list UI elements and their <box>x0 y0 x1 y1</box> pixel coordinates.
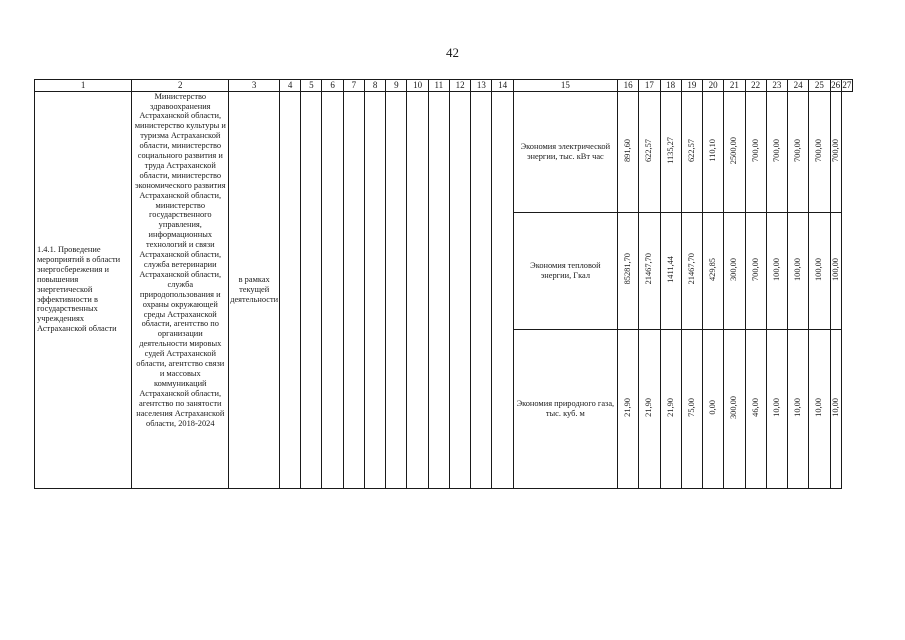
column-header: 7 <box>343 80 364 92</box>
indicator-value: 622,57 <box>686 138 696 162</box>
indicator-row-electricity <box>35 91 853 212</box>
empty-cell <box>386 91 407 488</box>
column-header: 23 <box>766 80 787 92</box>
indicator-value: 2500,00 <box>729 136 739 164</box>
value-cell <box>703 91 724 212</box>
column-header: 20 <box>703 80 724 92</box>
empty-cell <box>471 91 492 488</box>
indicator-value: 100,00 <box>830 257 840 281</box>
indicator-value: 429,85 <box>708 257 718 281</box>
column-header: 10 <box>407 80 428 92</box>
column-header: 9 <box>386 80 407 92</box>
indicator-value: 10,00 <box>814 397 824 417</box>
value-cell <box>809 212 830 329</box>
indicator-value: 300,00 <box>729 395 739 419</box>
value-cell <box>830 212 841 329</box>
value-cell <box>618 91 639 212</box>
executors-cell: Министерство здравоохранения Астраханской области, министерство культуры и туризма Астраханской области, министерство социального развития и труда Астраханской области, министерство экономического развития Астраханской области, министерство государственного управления, информационных технологий и связи Астраханской области, служба ветеринарии Астраханской области, служба природопользования и охраны окружающей среды Астраханской области, агентство по организации деятельности мировых судей Астраханской области, агентство связи и массовых коммуникаций Астраханской области, агентство по занятости населения Астраханской области, 2018-2024 <box>132 91 229 488</box>
value-cell <box>681 329 702 488</box>
indicator-value: 10,00 <box>830 397 840 417</box>
empty-cell <box>301 91 322 488</box>
column-header: 15 <box>513 80 617 92</box>
value-cell <box>830 91 841 212</box>
value-cell <box>766 329 787 488</box>
value-cell <box>660 212 681 329</box>
indicator-value: 700,00 <box>750 138 760 162</box>
indicator-value: 21467,70 <box>686 253 696 285</box>
value-cell <box>745 212 766 329</box>
empty-cell <box>449 91 470 488</box>
column-header: 27 <box>842 80 852 90</box>
column-header: 4 <box>279 80 300 92</box>
indicator-value: 21,90 <box>665 397 675 417</box>
activity-cell: 1.4.1. Проведение мероприятий в области энергосбережения и повышения энергетической эффективности в государственных учреждениях Астраханской области <box>35 91 132 488</box>
value-cell <box>724 329 745 488</box>
column-header: 18 <box>660 80 681 92</box>
value-cell <box>788 91 809 212</box>
indicator-value: 10,00 <box>771 397 781 417</box>
column-header: 5 <box>301 80 322 92</box>
empty-cell <box>364 91 385 488</box>
indicator-value: 1411,44 <box>665 255 675 283</box>
value-cell <box>639 212 660 329</box>
value-cell <box>681 212 702 329</box>
value-cell <box>788 212 809 329</box>
indicator-value: 700,00 <box>771 138 781 162</box>
indicator-value: 622,57 <box>644 138 654 162</box>
value-cell <box>830 329 841 488</box>
indicator-value: 700,00 <box>814 138 824 162</box>
indicator-value: 300,00 <box>729 257 739 281</box>
indicator-value: 0,00 <box>708 399 718 415</box>
column-header: 13 <box>471 80 492 92</box>
page-number: 42 <box>446 45 459 60</box>
indicator-value: 10,00 <box>793 397 803 417</box>
value-cell <box>809 91 830 212</box>
column-header: 21 <box>724 80 745 92</box>
value-cell <box>766 91 787 212</box>
value-cell <box>724 91 745 212</box>
column-header: 11 <box>428 80 449 92</box>
column-header: 2 <box>132 80 229 92</box>
indicator-name: Экономия природного газа, тыс. куб. м <box>513 329 617 488</box>
column-header: 16 <box>618 80 639 92</box>
empty-cell <box>322 91 343 488</box>
indicator-name: Экономия тепловой энергии, Гкал <box>513 212 617 329</box>
value-cell <box>618 212 639 329</box>
column-header: 25 <box>809 80 830 92</box>
value-cell <box>639 329 660 488</box>
value-cell <box>660 91 681 212</box>
indicator-value: 100,00 <box>814 257 824 281</box>
indicator-value: 700,00 <box>793 138 803 162</box>
value-cell <box>639 91 660 212</box>
value-cell <box>703 212 724 329</box>
value-cell <box>745 329 766 488</box>
indicator-value: 700,00 <box>750 257 760 281</box>
value-cell <box>660 329 681 488</box>
indicator-value: 21,90 <box>644 397 654 417</box>
column-header: 1 <box>35 80 132 92</box>
column-header: 14 <box>492 80 513 92</box>
indicator-name: Экономия электрической энергии, тыс. кВт час <box>513 91 617 212</box>
indicator-value: 46,00 <box>750 397 760 417</box>
indicator-value: 891,60 <box>623 138 633 162</box>
value-cell <box>745 91 766 212</box>
indicator-value: 75,00 <box>686 397 696 417</box>
empty-cell <box>492 91 513 488</box>
indicator-value: 1135,27 <box>665 136 675 164</box>
indicator-value: 100,00 <box>793 257 803 281</box>
value-cell <box>618 329 639 488</box>
column-header: 19 <box>681 80 702 92</box>
value-cell <box>809 329 830 488</box>
value-cell <box>703 329 724 488</box>
column-header: 12 <box>449 80 470 92</box>
column-header: 3 <box>229 80 280 92</box>
empty-cell <box>428 91 449 488</box>
column-header: 26 <box>831 80 841 90</box>
value-cell <box>766 212 787 329</box>
indicator-value: 85281,70 <box>623 253 633 285</box>
indicator-value: 100,00 <box>771 257 781 281</box>
value-cell <box>788 329 809 488</box>
indicator-value: 21,90 <box>623 397 633 417</box>
indicator-value: 700,00 <box>830 138 840 162</box>
column-number-row <box>35 80 853 92</box>
indicator-value: 21467,70 <box>644 253 654 285</box>
column-header: 8 <box>364 80 385 92</box>
financing-cell: в рамках текущей деятельности <box>229 91 280 488</box>
empty-cell <box>407 91 428 488</box>
column-header: 6 <box>322 80 343 92</box>
program-table <box>34 79 853 489</box>
value-cell <box>724 212 745 329</box>
indicator-value: 110,10 <box>708 138 718 162</box>
value-cell <box>681 91 702 212</box>
column-header: 24 <box>788 80 809 92</box>
column-header: 17 <box>639 80 660 92</box>
column-header: 22 <box>745 80 766 92</box>
empty-cell <box>279 91 300 488</box>
empty-cell <box>343 91 364 488</box>
